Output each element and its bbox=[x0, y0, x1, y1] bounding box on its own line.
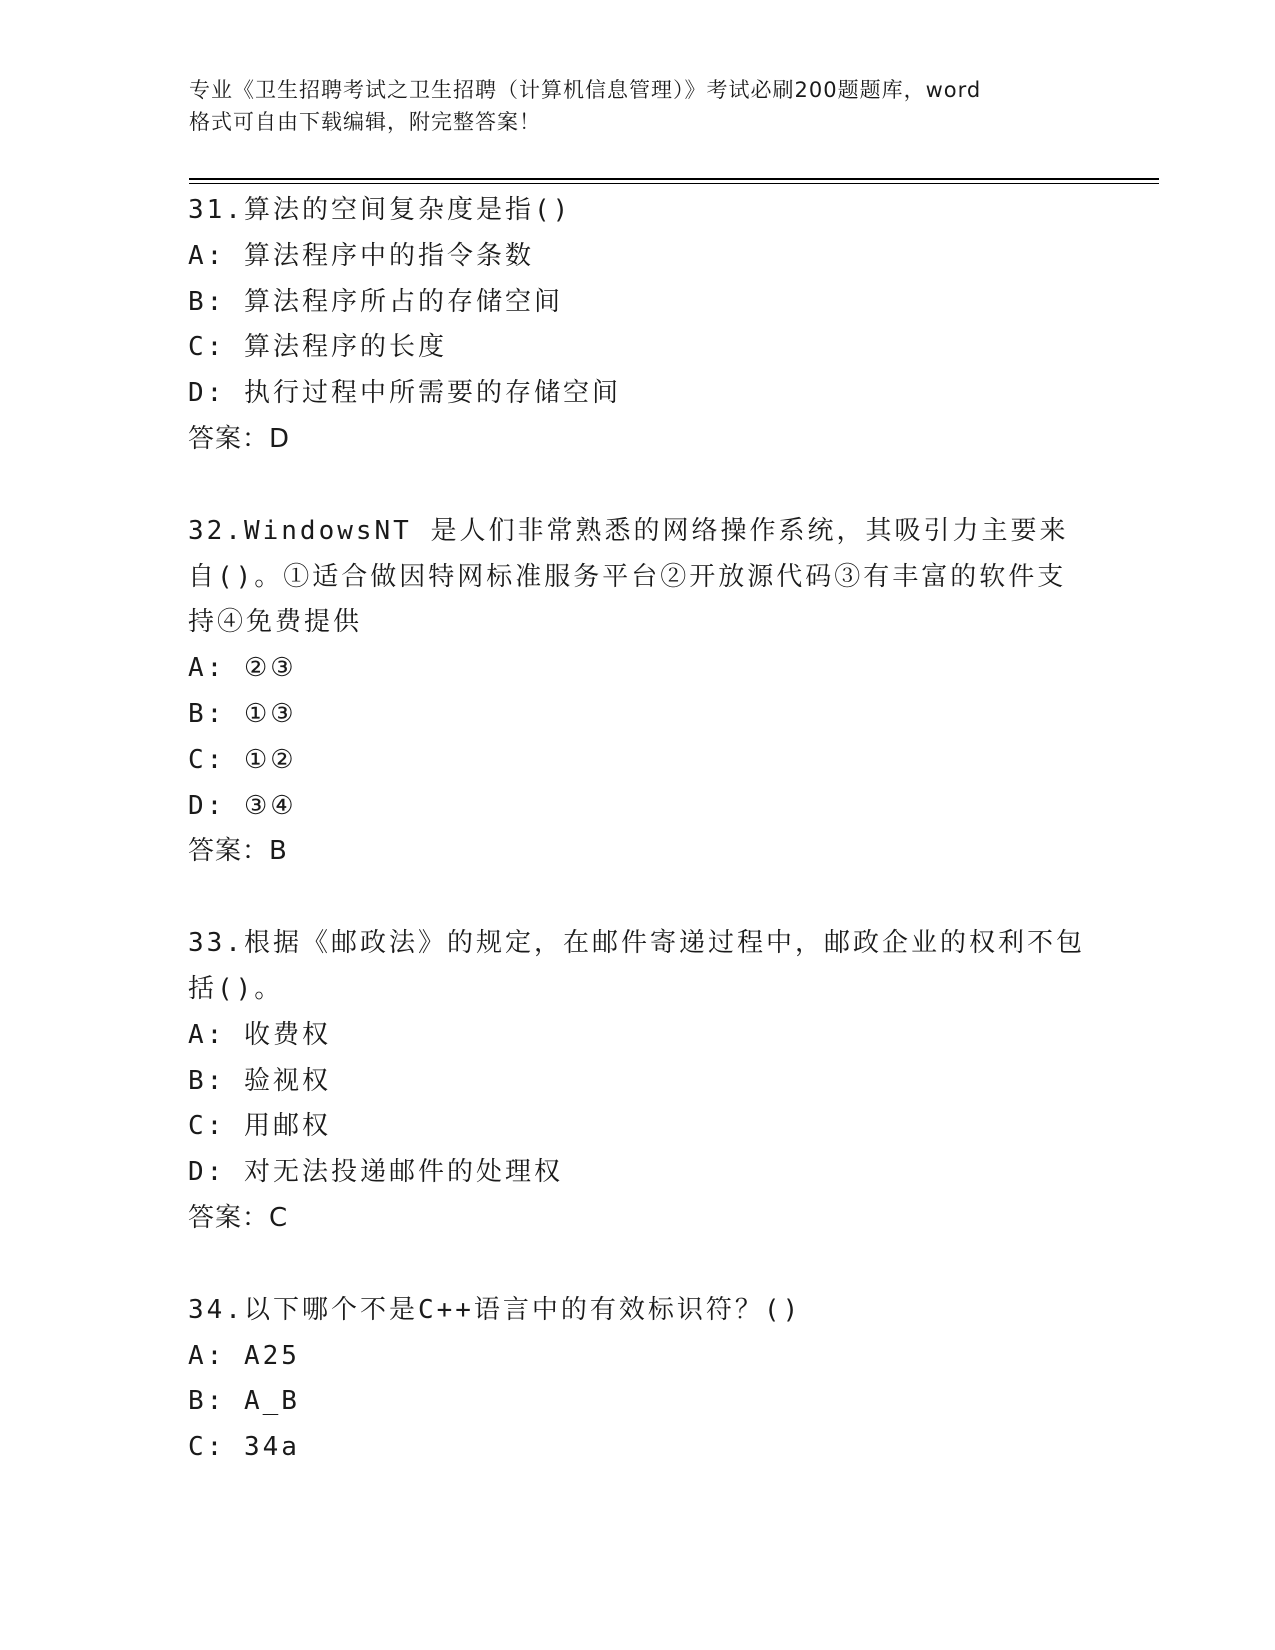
answer-label: 答案：D bbox=[188, 423, 291, 454]
option-d: D: 执行过程中所需要的存储空间 bbox=[188, 378, 621, 409]
option-c: C: 用邮权 bbox=[188, 1111, 331, 1142]
header-divider-thick bbox=[189, 178, 1159, 180]
option-a: A: 算法程序中的指令条数 bbox=[188, 240, 534, 271]
question-32 bbox=[188, 509, 1088, 875]
question-stem: 32.WindowsNT 是人们非常熟悉的网络操作系统，其吸引力主要来自()。①适合做因特网标准服务平台②开放源代码③有丰富的软件支持④免费提供 bbox=[188, 515, 1069, 638]
question-stem: 34.以下哪个不是C++语言中的有效标识符？() bbox=[188, 1294, 802, 1325]
option-b: B: A_B bbox=[188, 1386, 300, 1417]
option-a: A: 收费权 bbox=[188, 1019, 331, 1050]
header-divider-thin bbox=[189, 183, 1159, 184]
document-header bbox=[189, 74, 1089, 138]
question-stem: 31.算法的空间复杂度是指() bbox=[188, 195, 572, 225]
question-31 bbox=[188, 188, 1088, 463]
question-stem: 33.根据《邮政法》的规定，在邮件寄递过程中，邮政企业的权利不包括()。 bbox=[188, 928, 1085, 1004]
option-c: C: 算法程序的长度 bbox=[188, 332, 447, 363]
option-b: B: ①③ bbox=[188, 698, 297, 729]
question-33 bbox=[188, 921, 1088, 1242]
question-34 bbox=[188, 1288, 1088, 1471]
question-list bbox=[188, 188, 1088, 1517]
option-c: C: 34a bbox=[188, 1432, 300, 1463]
option-b: B: 算法程序所占的存储空间 bbox=[188, 286, 563, 317]
header-line-2: 格式可自由下载编辑，附完整答案！ bbox=[189, 110, 541, 134]
option-a: A: ②③ bbox=[188, 653, 297, 684]
answer-label: 答案：C bbox=[188, 1202, 289, 1233]
option-b: B: 验视权 bbox=[188, 1065, 331, 1096]
option-d: D: 对无法投递邮件的处理权 bbox=[188, 1157, 563, 1188]
option-c: C: ①② bbox=[188, 744, 297, 775]
header-line-1: 专业《卫生招聘考试之卫生招聘（计算机信息管理）》考试必刷200题题库，word bbox=[189, 78, 982, 102]
answer-label: 答案：B bbox=[188, 836, 288, 867]
option-a: A: A25 bbox=[188, 1340, 300, 1371]
option-d: D: ③④ bbox=[188, 790, 297, 821]
